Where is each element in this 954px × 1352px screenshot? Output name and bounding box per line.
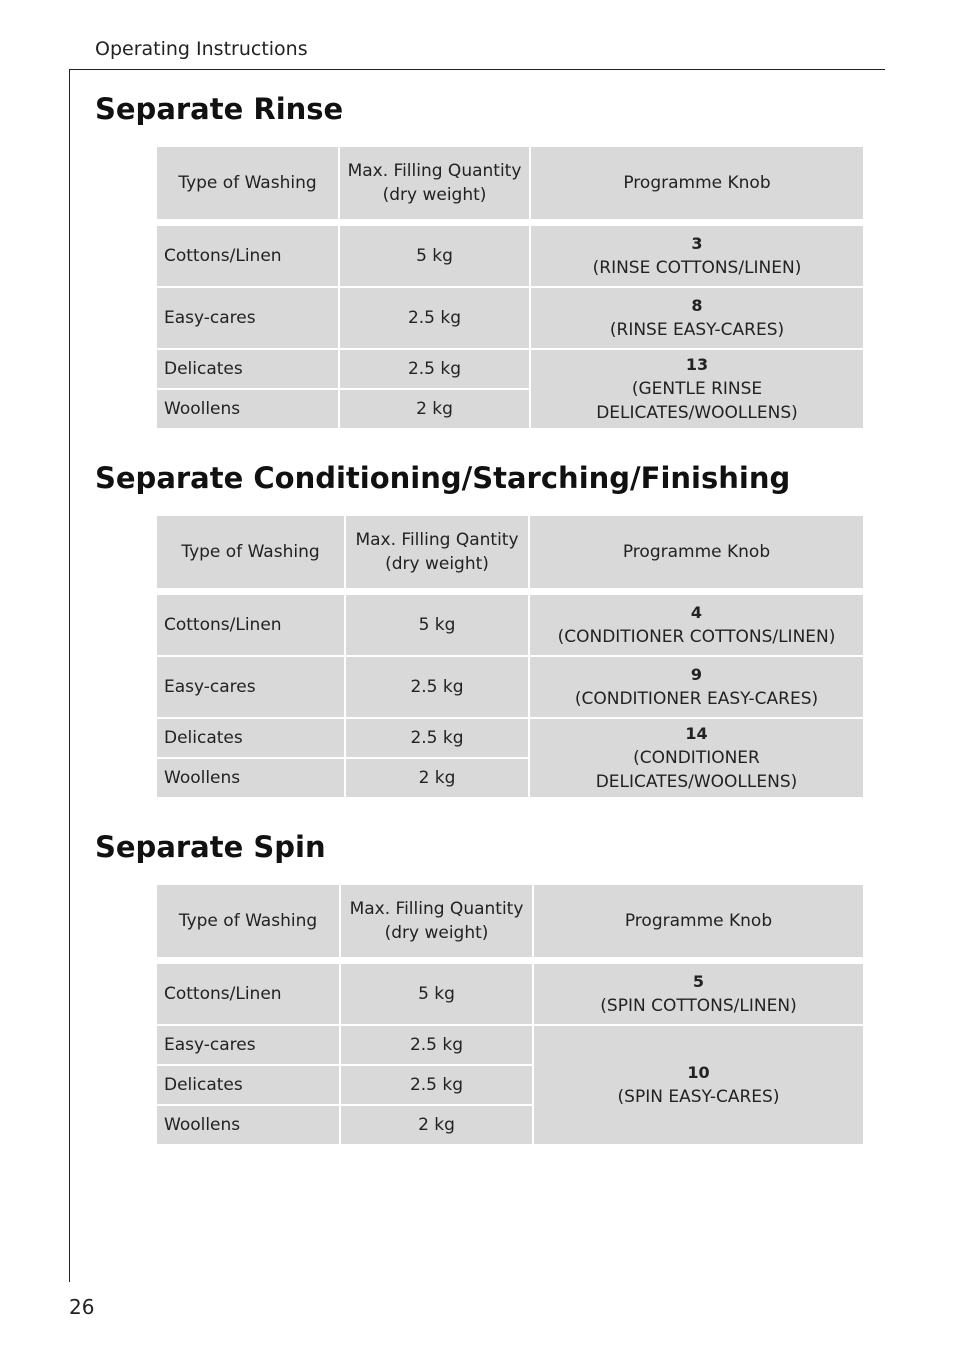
quantity-cell: 2.5 kg: [346, 657, 528, 717]
table-row: [157, 657, 863, 717]
header-rule: [69, 69, 885, 70]
quantity-cell: 2.5 kg: [341, 1026, 532, 1064]
knob-label: (SPIN COTTONS/LINEN): [600, 996, 797, 1016]
type-cell: Woollens: [157, 759, 344, 797]
spin-table: [155, 883, 865, 1146]
knob-number: 14: [685, 724, 708, 743]
table-row: [157, 350, 863, 388]
knob-cell: [534, 1026, 863, 1144]
column-header: Programme Knob: [531, 147, 863, 219]
column-header: Type of Washing: [157, 885, 339, 957]
type-cell: Cottons/Linen: [157, 226, 338, 286]
column-header: Type of Washing: [157, 516, 344, 588]
knob-number: 13: [685, 355, 709, 374]
table-row: [157, 719, 863, 757]
type-cell: Delicates: [157, 350, 338, 388]
quantity-cell: 2.5 kg: [340, 350, 529, 388]
quantity-cell: 2.5 kg: [346, 719, 528, 757]
quantity-cell: 2.5 kg: [341, 1066, 532, 1104]
rinse-table: [155, 145, 865, 430]
margin-rule: [69, 69, 70, 1282]
table-row: [157, 964, 863, 1024]
quantity-cell: 5 kg: [346, 595, 528, 655]
knob-number: 10: [687, 1063, 710, 1082]
type-cell: Easy-cares: [157, 288, 338, 348]
knob-cell: [530, 719, 863, 797]
column-header: Type of Washing: [157, 147, 338, 219]
column-header: Programme Knob: [530, 516, 863, 588]
quantity-cell: 5 kg: [340, 226, 529, 286]
quantity-cell: 2 kg: [346, 759, 528, 797]
column-header: Programme Knob: [534, 885, 863, 957]
conditioning-table: [155, 514, 865, 799]
knob-cell: [531, 226, 863, 286]
section-title-spin: Separate Spin: [95, 830, 326, 864]
type-cell: Delicates: [157, 719, 344, 757]
table-row: [157, 1026, 863, 1064]
type-cell: Woollens: [157, 390, 338, 428]
knob-cell: [530, 657, 863, 717]
column-header: Max. Filling Quantity (dry weight): [341, 885, 532, 957]
knob-number: 4: [690, 603, 703, 622]
quantity-cell: 2.5 kg: [340, 288, 529, 348]
section-title-conditioning: Separate Conditioning/Starching/Finishing: [95, 461, 791, 495]
type-cell: Easy-cares: [157, 1026, 339, 1064]
knob-cell: [534, 964, 863, 1024]
knob-number: 9: [690, 665, 703, 684]
quantity-cell: 5 kg: [341, 964, 532, 1024]
knob-label: (RINSE COTTONS/LINEN): [592, 258, 802, 278]
type-cell: Delicates: [157, 1066, 339, 1104]
type-cell: Woollens: [157, 1106, 339, 1144]
knob-number: 3: [691, 234, 703, 253]
page-number: 26: [69, 1295, 95, 1319]
table-header-row: [157, 147, 863, 219]
table-header-row: [157, 516, 863, 588]
knob-number: 8: [691, 296, 703, 315]
knob-label: (CONDITIONER EASY-CARES): [574, 689, 819, 709]
running-header: Operating Instructions: [95, 38, 308, 60]
knob-label: (CONDITIONER DELICATES/WOOLLENS): [595, 748, 798, 792]
knob-label: (GENTLE RINSE DELICATES/WOOLLENS): [596, 379, 798, 423]
column-header: Max. Filling Qantity (dry weight): [346, 516, 528, 588]
knob-cell: [531, 288, 863, 348]
knob-cell: [530, 595, 863, 655]
section-title-rinse: Separate Rinse: [95, 92, 344, 126]
column-header: Max. Filling Quantity (dry weight): [340, 147, 529, 219]
knob-cell: [531, 350, 863, 428]
knob-label: (CONDITIONER COTTONS/LINEN): [557, 627, 836, 647]
knob-label: (SPIN EASY-CARES): [617, 1087, 780, 1107]
table-row: [157, 226, 863, 286]
table-row: [157, 288, 863, 348]
knob-label: (RINSE EASY-CARES): [609, 320, 785, 340]
type-cell: Cottons/Linen: [157, 964, 339, 1024]
quantity-cell: 2 kg: [340, 390, 529, 428]
table-row: [157, 595, 863, 655]
quantity-cell: 2 kg: [341, 1106, 532, 1144]
type-cell: Cottons/Linen: [157, 595, 344, 655]
type-cell: Easy-cares: [157, 657, 344, 717]
table-header-row: [157, 885, 863, 957]
knob-number: 5: [692, 972, 705, 991]
